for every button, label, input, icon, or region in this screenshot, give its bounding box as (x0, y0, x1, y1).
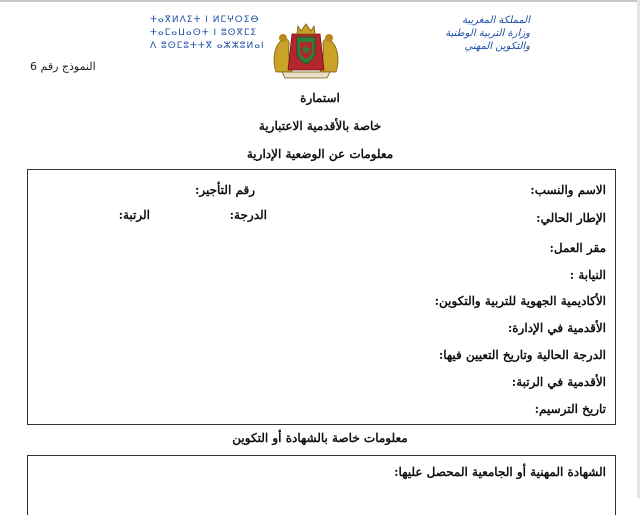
ministry-ar-line-1: المملكة المغربية (462, 15, 530, 26)
ministry-name-tifinagh (150, 14, 290, 53)
field-name: الاسم والنسب: (530, 183, 606, 197)
field-regional-academy: الأكاديمية الجهوية للتربية والتكوين: (434, 294, 606, 308)
field-seniority-rank: الأقدمية في الرتبة: (511, 375, 606, 389)
field-directorate: النيابة : (569, 268, 606, 282)
field-current-grade-date: الدرجة الحالية وتاريخ التعيين فيها: (438, 348, 606, 362)
field-tenure-date: تاريخ الترسيم: (534, 402, 606, 416)
field-payroll-number: رقم التأجير: (194, 183, 255, 197)
royal-coat-of-arms-icon (270, 20, 342, 80)
form-model-number: النموذج رقم 6 (30, 60, 96, 73)
ministry-name-arabic (420, 14, 530, 53)
field-rank: الرتبة: (118, 208, 150, 222)
field-degree: الشهادة المهنية أو الجامعية المحصل عليها: (394, 465, 606, 479)
field-seniority-admin: الأقدمية في الإدارة: (507, 321, 606, 335)
field-workplace: مقر العمل: (549, 241, 606, 255)
ministry-ar-line-3: والتكوين المهني (464, 41, 530, 52)
ministry-tz-line-3: ⴷ ⵓⵙⵎⵓⵜⵜⴳ ⴰⵣⵣⵓⵍⴰⵏ (150, 41, 265, 51)
form-title: استمارة (300, 91, 340, 105)
ministry-tz-line-2: ⵜⴰⵎⴰⵡⴰⵙⵜ ⵏ ⵓⵙⴳⵎⵉ (150, 28, 258, 38)
ministry-ar-line-2: وزارة التربية الوطنية (445, 28, 530, 39)
ministry-tz-line-1: ⵜⴰⴳⵍⴷⵉⵜ ⵏ ⵍⵎⵖⵔⵉⴱ (150, 15, 260, 25)
section-title-admin: معلومات عن الوضعية الإدارية (246, 147, 394, 161)
scan-edge-top (0, 0, 640, 2)
field-grade: الدرجة: (229, 208, 267, 222)
certificate-info-box (27, 455, 616, 515)
form-subtitle: خاصة بالأقدمية الاعتبارية (258, 119, 382, 133)
field-current-framework: الإطار الحالي: (536, 211, 606, 225)
section-title-certificate: معلومات خاصة بالشهادة أو التكوين (232, 431, 408, 445)
